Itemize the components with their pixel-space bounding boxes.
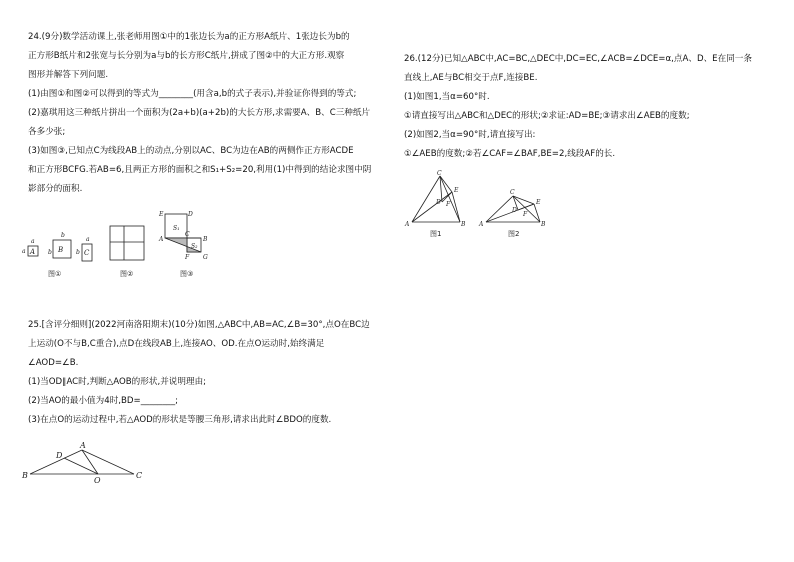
fig3-label-C: C	[185, 231, 190, 238]
fig3-caption: 图③	[180, 270, 194, 278]
q24-line-3: 图形并解答下列问题.	[28, 70, 109, 80]
fig3-label-D: D	[188, 211, 193, 218]
fig1-label-b-c: b	[76, 249, 80, 256]
q26-fig2-C: C	[510, 189, 515, 196]
q26-fig1-A: A	[405, 221, 410, 228]
fig3-label-F: F	[185, 254, 190, 261]
q26-line-3: (1)如图1,当α=60°时.	[404, 92, 490, 102]
q25-label-C: C	[136, 471, 143, 480]
q25-label-B: B	[22, 471, 28, 480]
question-24	[28, 28, 390, 199]
question-26	[404, 50, 772, 164]
q24-line-9: 影部分的面积.	[28, 184, 83, 194]
fig1-label-b-top: b	[61, 232, 65, 239]
fig1-label-B: B	[58, 246, 64, 254]
q24-line-8: 和正方形BCFG.若AB=6,且两正方形的面积之和S₁+S₂=20,利用(1)中得到的结论求图中阴	[28, 165, 372, 175]
fig3-label-E: E	[159, 211, 164, 218]
q26-line-2: 直线上,AE与BC相交于点F,连接BE.	[404, 73, 538, 83]
q25-line-1: 25.[含评分细则](2022河南洛阳期末)(10分)如图,△ABC中,AB=AC,∠B=30°,点O在BC边	[28, 320, 370, 330]
q24-fig1	[22, 232, 92, 278]
q25-line-5: (2)当AO的最小值为4时,BD=________;	[28, 396, 179, 406]
q26-fig1-caption: 图1	[430, 230, 442, 238]
fig1-label-b-left: b	[48, 249, 52, 256]
q24-line-4: (1)由图①和图②可以得到的等式为________(用含a,b的式子表示),并验证你得到的等式;	[28, 89, 357, 99]
q25-figure	[18, 440, 148, 486]
q26-fig2-D: D	[512, 207, 517, 214]
q26-figures	[398, 168, 558, 240]
q25-line-4: (1)当OD∥AC时,判断△AOB的形状,并说明理由;	[28, 377, 207, 387]
q24-line-1: 24.(9分)数学活动课上,张老师用图①中的1张边长为a的正方形A纸片、1张边长为b的	[28, 32, 350, 42]
fig1-label-a-left: a	[22, 248, 26, 255]
q24-fig2	[110, 226, 144, 278]
q24-fig3	[158, 211, 208, 278]
fig3-label-S2: S₂	[191, 243, 198, 250]
fig1-label-C: C	[84, 249, 90, 257]
q24-line-6: 各多少张;	[28, 127, 66, 137]
q26-fig1-B: B	[461, 221, 466, 228]
fig3-label-A: A	[159, 236, 164, 243]
q26-fig2-B: B	[541, 221, 546, 228]
q26-fig2-A: A	[479, 221, 484, 228]
q26-line-6: ①∠AEB的度数;②若∠CAF=∠BAF,BE=2,线段AF的长.	[404, 149, 616, 159]
fig3-label-G: G	[203, 254, 208, 261]
q25-line-3: ∠AOD=∠B.	[28, 358, 79, 368]
q26-fig2-E: E	[536, 199, 541, 206]
q25-line-6: (3)在点O的运动过程中,若△AOD的形状是等腰三角形,请求出此时∠BDO的度数.	[28, 415, 332, 425]
q26-fig2-F: F	[523, 211, 528, 218]
q26-line-1: 26.(12分)已知△ABC中,AC=BC,△DEC中,DC=EC,∠ACB=∠DCE=α,点A、D、E在同一条	[404, 54, 752, 64]
q26-fig1-C: C	[437, 170, 442, 177]
q24-line-2: 正方形B纸片和2张宽与长分别为a与b的长方形C纸片,拼成了图②中的大正方形.观察	[28, 51, 345, 61]
fig1-label-A: A	[30, 248, 36, 256]
q26-fig1-D: D	[436, 199, 441, 206]
q25-label-O: O	[94, 476, 101, 485]
fig2-caption: 图②	[120, 270, 134, 278]
fig3-label-B: B	[203, 236, 208, 243]
fig1-label-a-top: a	[31, 238, 35, 245]
q25-line-2: 上运动(O不与B,C重合),点D在线段AB上,连接AO、OD.在点O运动时,始终满足	[28, 339, 325, 349]
q24-line-5: (2)嘉琪用这三种纸片拼出一个面积为(2a+b)(a+2b)的大长方形,求需要A、B、C三种纸片	[28, 108, 371, 118]
q24-line-7: (3)如图③,已知点C为线段AB上的动点,分别以AC、BC为边在AB的两侧作正方形ACDE	[28, 146, 354, 156]
fig1-caption: 图①	[48, 270, 62, 278]
q26-line-5: (2)如图2,当α=90°时,请直接写出:	[404, 130, 536, 140]
q26-fig2-caption: 图2	[508, 230, 520, 238]
q24-figures	[18, 206, 218, 282]
q26-fig1-F: F	[446, 201, 451, 208]
question-25	[28, 316, 390, 430]
q26-fig1-E: E	[454, 187, 459, 194]
fig1-label-a-c: a	[86, 236, 90, 243]
q26-line-4: ①请直接写出△ABC和△DEC的形状;②求证:AD=BE;③请求出∠AEB的度数;	[404, 111, 690, 121]
fig3-label-S1: S₁	[173, 225, 180, 232]
q25-label-D: D	[56, 451, 63, 460]
q25-label-A: A	[80, 441, 86, 450]
